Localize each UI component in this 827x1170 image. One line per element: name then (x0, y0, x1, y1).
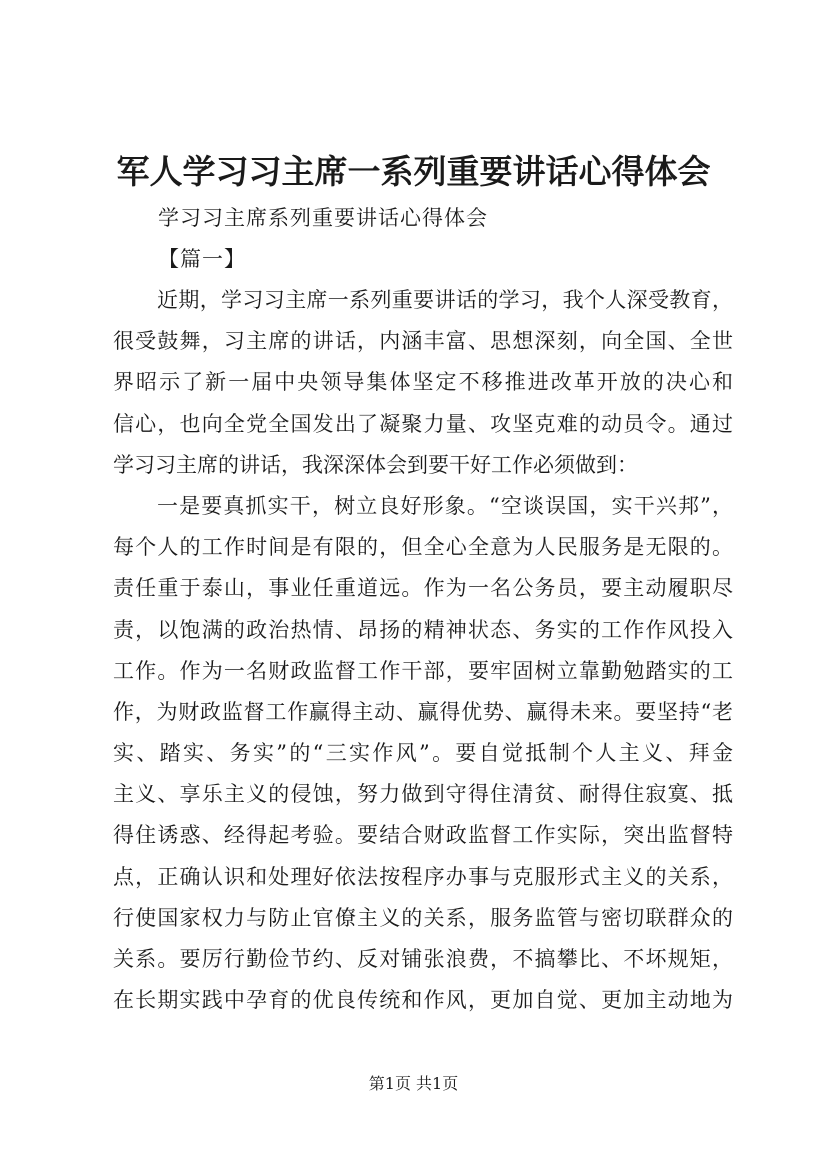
body-line: 工作。作为一名财政监督工作干部，要牢固树立靠勤勉踏实的工 (113, 658, 733, 683)
body-line: 信心，也向全党全国发出了凝聚力量、攻坚克难的动员令。通过 (113, 411, 733, 436)
body-line: 责任重于泰山，事业任重道远。作为一名公务员，要主动履职尽 (113, 576, 733, 601)
body-line: 在长期实践中孕育的优良传统和作风，更加自觉、更加主动地为 (113, 988, 733, 1013)
document-title: 军人学习习主席一系列重要讲话心得体会 (116, 152, 711, 191)
section-label: 【篇一】 (158, 247, 246, 271)
body-line: 界昭示了新一届中央领导集体坚定不移推进改革开放的决心和 (113, 370, 733, 395)
body-line: 主义、享乐主义的侵蚀，努力做到守得住清贫、耐得住寂寞、抵 (113, 782, 733, 807)
document-subtitle: 学习习主席系列重要讲话心得体会 (158, 206, 488, 230)
body-line: 一是要真抓实干，树立良好形象。“空谈误国，实干兴邦”， (157, 493, 733, 518)
body-line: 责，以饱满的政治热情、昂扬的精神状态、务实的工作作风投入 (113, 617, 733, 642)
body-line: 学习习主席的讲话，我深深体会到要干好工作必须做到： (113, 452, 638, 477)
body-line: 得住诱惑、经得起考验。要结合财政监督工作实际，突出监督特 (113, 823, 733, 848)
page-footer: 第1页 共1页 (368, 1074, 459, 1093)
body-line: 点，正确认识和处理好依法按程序办事与克服形式主义的关系， (113, 864, 733, 889)
body-line: 行使国家权力与防止官僚主义的关系，服务监管与密切联群众的 (113, 905, 733, 930)
body-line: 很受鼓舞，习主席的讲话，内涵丰富、思想深刻，向全国、全世 (113, 329, 733, 354)
body-line: 作，为财政监督工作赢得主动、赢得优势、赢得未来。要坚持“老 (113, 699, 733, 724)
body-line: 实、踏实、务实”的“三实作风”。要自觉抵制个人主义、拜金 (113, 741, 733, 766)
document-body (113, 280, 733, 1021)
body-line: 每个人的工作时间是有限的，但全心全意为人民服务是无限的。 (113, 535, 733, 560)
body-line: 关系。要厉行勤俭节约、反对铺张浪费，不搞攀比、不坏规矩， (113, 947, 733, 971)
body-line: 近期，学习习主席一系列重要讲话的学习，我个人深受教育， (157, 288, 733, 312)
